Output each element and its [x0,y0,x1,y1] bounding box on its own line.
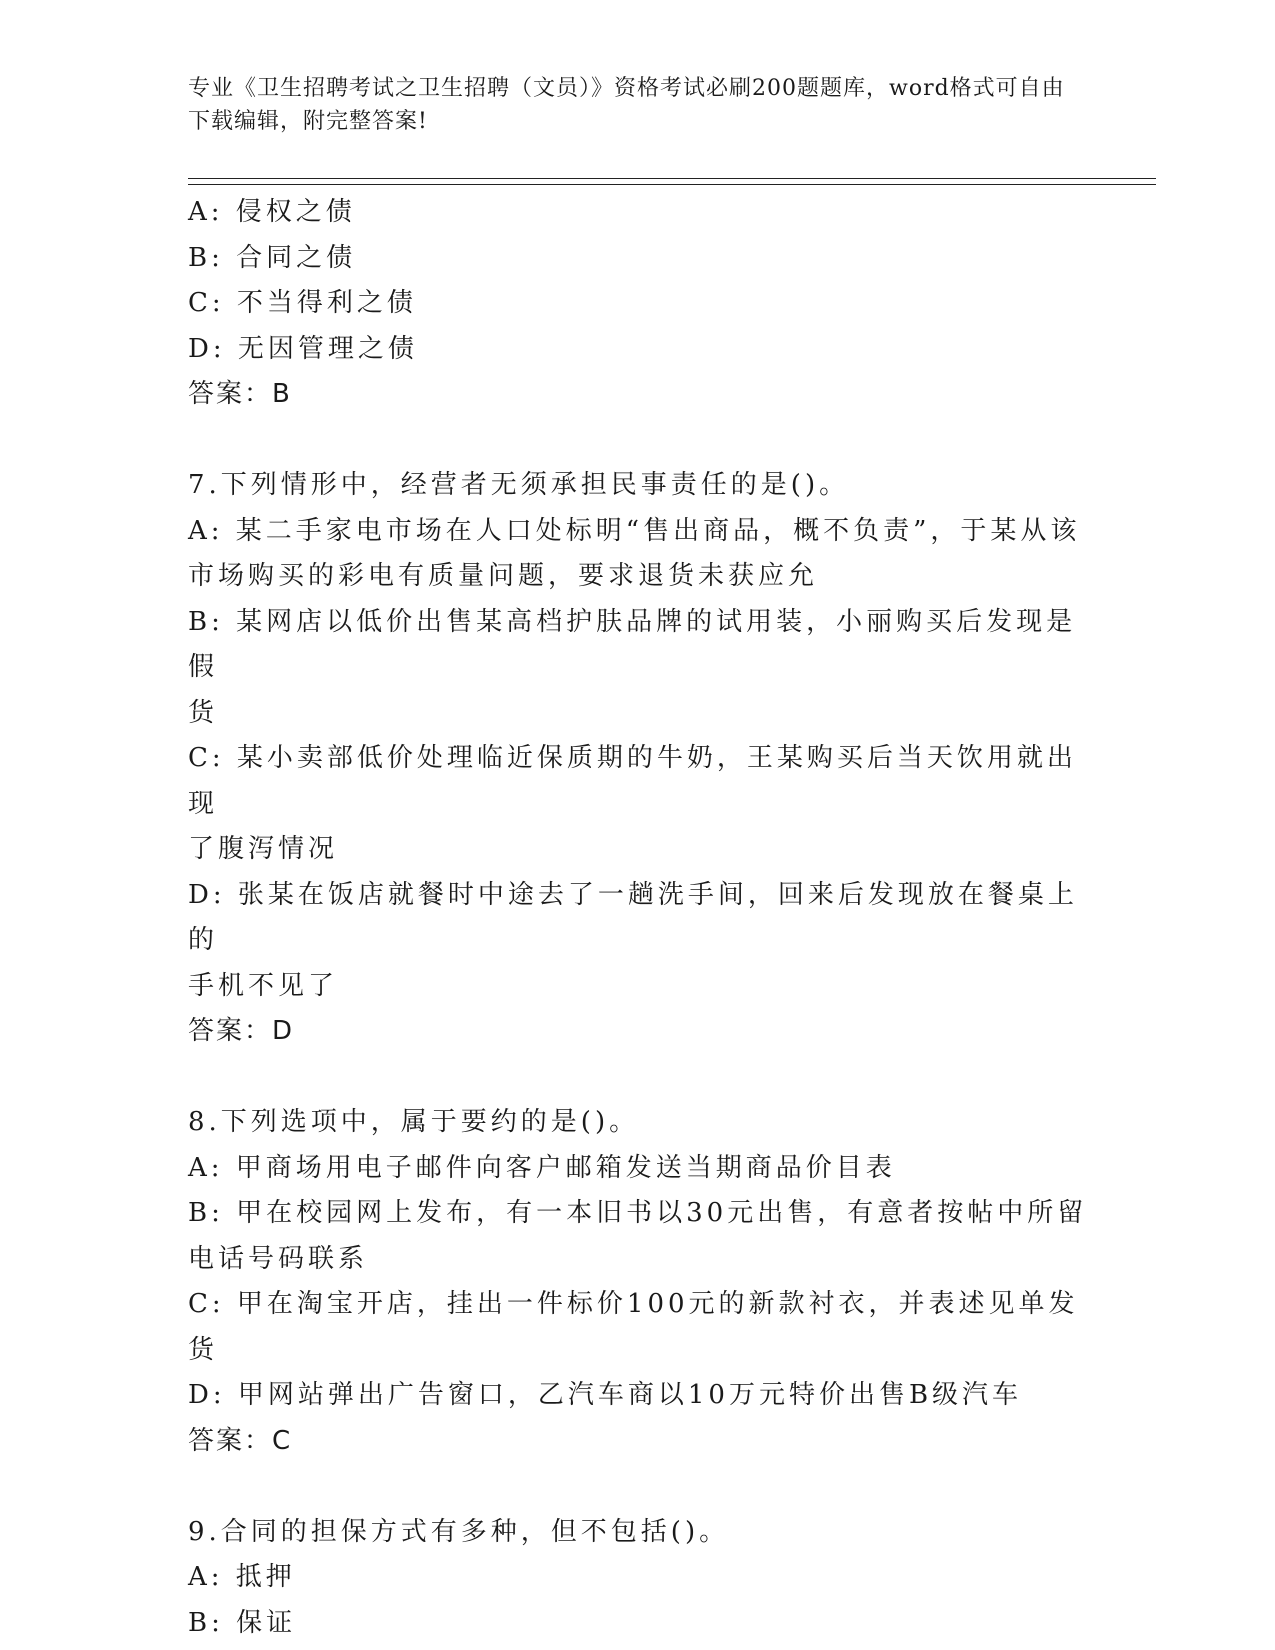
option-a: A: 甲商场用电子邮件向客户邮箱发送当期商品价目表 [188,1152,896,1183]
question-text: 9.合同的担保方式有多种，但不包括()。 [188,1516,730,1547]
option-b: B: 某网店以低价出售某高档护肤品牌的试用装，小丽购买后发现是假 [188,606,1077,682]
question-6 [188,190,1088,418]
spacer [188,418,1088,464]
option-b-continued: 电话号码联系 [188,1243,369,1274]
answer-label: 答案：D [188,1016,295,1046]
option-b-continued: 货 [188,697,219,728]
question-text: 7.下列情形中，经营者无须承担民事责任的是()。 [188,470,850,500]
header-divider-bottom [188,184,1156,185]
spacer [188,1055,1088,1101]
question-text: 8.下列选项中，属于要约的是()。 [188,1107,640,1137]
option-b: B: 保证 [188,1607,297,1638]
option-d-continued: 手机不见了 [188,970,339,1001]
option-c: C: 不当得利之债 [188,288,417,318]
option-d: D: 无因管理之债 [188,333,418,364]
option-c: C: 甲在淘宝开店，挂出一件标价100元的新款衬衣，并表述见单发货 [188,1289,1079,1365]
question-9 [188,1510,1088,1647]
header-divider-top [188,178,1156,179]
option-c-continued: 了腹泻情况 [188,834,339,864]
answer-label: 答案：C [188,1425,293,1456]
option-a: A: 某二手家电市场在人口处标明“售出商品，概不负责”，于某从该 [188,515,1081,546]
option-b: B: 甲在校园网上发布，有一本旧书以30元出售，有意者按帖中所留 [188,1198,1088,1228]
answer-label: 答案：B [188,379,292,409]
question-list [188,190,1088,1646]
option-a-continued: 市场购买的彩电有质量问题，要求退货未获应允 [188,561,819,591]
question-8 [188,1100,1088,1464]
option-c: C: 某小卖部低价处理临近保质期的牛奶，王某购买后当天饮用就出现 [188,743,1077,819]
option-a: A: 抵押 [188,1562,296,1592]
document-header: 专业《卫生招聘考试之卫生招聘（文员）》资格考试必刷200题题库，word格式可自由下载编辑，附完整答案! [188,76,1065,134]
option-a: A: 侵权之债 [188,197,356,227]
option-d: D: 甲网站弹出广告窗口，乙汽车商以10万元特价出售B级汽车 [188,1380,1023,1410]
spacer [188,1464,1088,1510]
option-d: D: 张某在饭店就餐时中途去了一趟洗手间，回来后发现放在餐桌上的 [188,879,1078,955]
question-7 [188,463,1088,1055]
option-b: B: 合同之债 [188,242,357,273]
